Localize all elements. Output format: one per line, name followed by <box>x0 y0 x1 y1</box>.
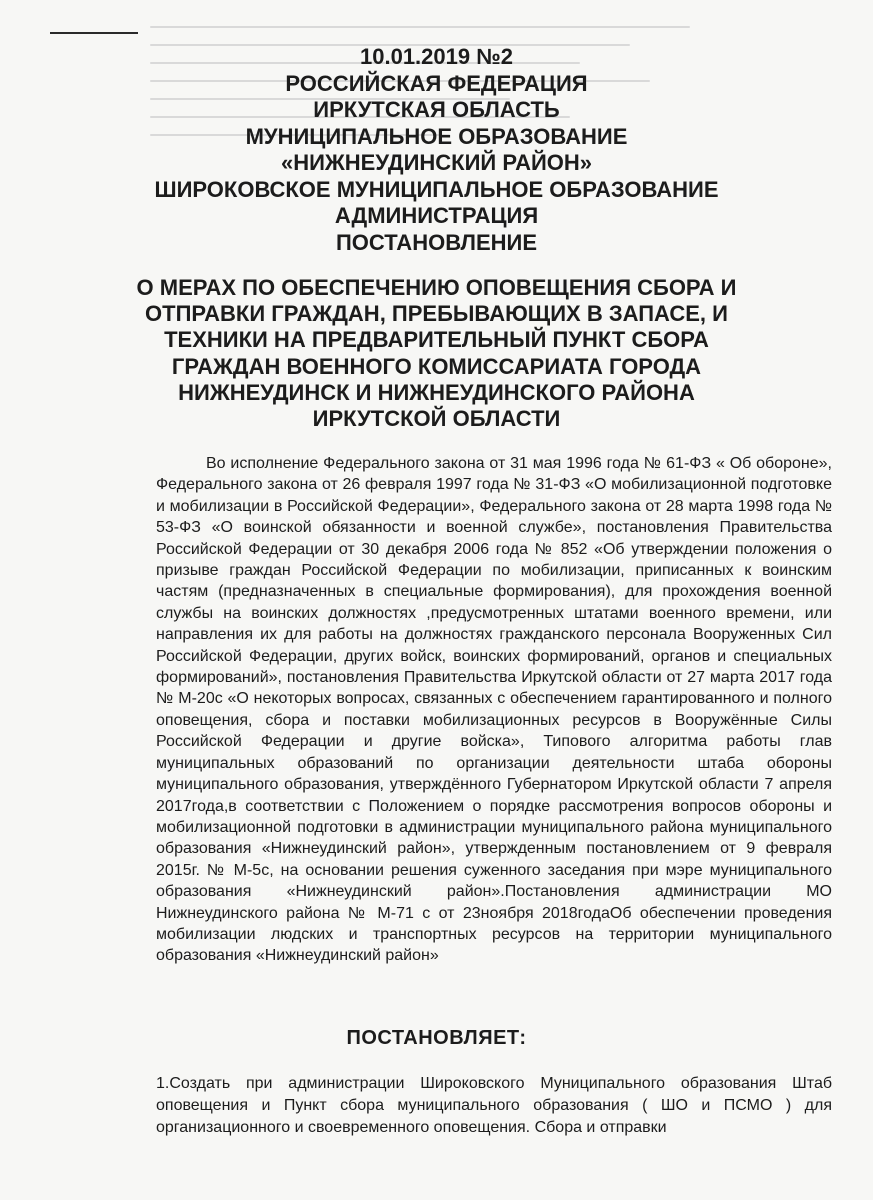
title-line: ОТПРАВКИ ГРАЖДАН, ПРЕБЫВАЮЩИХ В ЗАПАСЕ, И <box>145 301 728 327</box>
preamble-paragraph: Во исполнение Федерального закона от 31 мая 1996 года № 61-ФЗ « Об обороне», Федерального закона от 26 февраля 1997 года № 31-ФЗ «О мобилизационной подготовке и мобилизации в Российской Федерации», Федерального закона от 28 марта 1998 года № 53-ФЗ «О воинской обязанности и военной службе», постановления Правительства Российской Федерации от 30 декабря 2006 года № 852 «Об утверждении положения о призыве граждан Российской Федерации по мобилизации, приписанных к воинским частям (предназначенных в специальные формирования), для прохождения военной службы на воинских должностях ,предусмотренных штатами военного времени, или направления их для работы на должностях гражданского персонала Вооруженных Сил Российской Федерации, других войск, воинских формирований, органов и специальных формирований», постановления Правительства Иркутской области от 27 марта 2017 года № М-20с «О некоторых вопросах, связанных с обеспечением гарантированного и полного оповещения, сбора и поставки мобилизационных ресурсов в Вооружённые Силы Российской Федерации и другие войска», Типового алгоритма работы глав муниципальных образований по организации деятельности штаба обороны муниципального образования, утверждённого Губернатором Иркутской области 7 апреля 2017года,в соответствии с Положением о порядке рассмотрения вопросов обороны и мобилизационной подготовки в администрации муниципального района муниципального образования «Нижнеудинский район», утвержденным постановлением от 9 февраля 2015г. № М-5с, на основании решения суженного заседания при мэре муниципального образования «Нижнеудинский район».Постановления администрации МО Нижнеудинского района № М-71 с от 23ноября 2018годаОб обеспечении проведения мобилизации людских и транспортных ресурсов на территории муниципального образования «Нижнеудинский район» <box>156 455 832 965</box>
title-line: ИРКУТСКОЙ ОБЛАСТИ <box>312 406 561 432</box>
corner-stroke <box>50 32 138 34</box>
title-line: О МЕРАХ ПО ОБЕСПЕЧЕНИЮ ОПОВЕЩЕНИЯ СБОРА И <box>136 275 737 300</box>
date-number: 10.01.2019 №2 <box>360 44 513 69</box>
document-title <box>0 275 873 432</box>
header-line: АДМИНИСТРАЦИЯ <box>334 203 539 228</box>
document-header <box>0 44 873 256</box>
point-1: 1.Создать при администрации Широковского Муниципального образования Штаб оповещения и Пункт сбора муниципального образования ( ШО и ПСМО ) для организационного и своевременного оповещения. Сбора и отправки <box>156 1075 832 1136</box>
header-line: РОССИЙСКАЯ ФЕДЕРАЦИЯ <box>285 70 588 96</box>
title-line: НИЖНЕУДИНСК И НИЖНЕУДИНСКОГО РАЙОНА <box>178 379 695 405</box>
header-line: МУНИЦИПАЛЬНОЕ ОБРАЗОВАНИЕ <box>245 123 628 149</box>
title-line: ТЕХНИКИ НА ПРЕДВАРИТЕЛЬНЫЙ ПУНКТ СБОРА <box>164 327 709 353</box>
header-line: «НИЖНЕУДИНСКИЙ РАЙОН» <box>280 150 593 175</box>
header-line: ИРКУТСКАЯ ОБЛАСТЬ <box>313 97 560 122</box>
title-line: ГРАЖДАН ВОЕННОГО КОМИССАРИАТА ГОРОДА <box>171 353 702 379</box>
document-type: ПОСТАНОВЛЕНИЕ <box>335 229 538 255</box>
header-line: ШИРОКОВСКОЕ МУНИЦИПАЛЬНОЕ ОБРАЗОВАНИЕ <box>154 176 719 202</box>
decree-heading: ПОСТАНОВЛЯЕТ: <box>346 1027 527 1049</box>
